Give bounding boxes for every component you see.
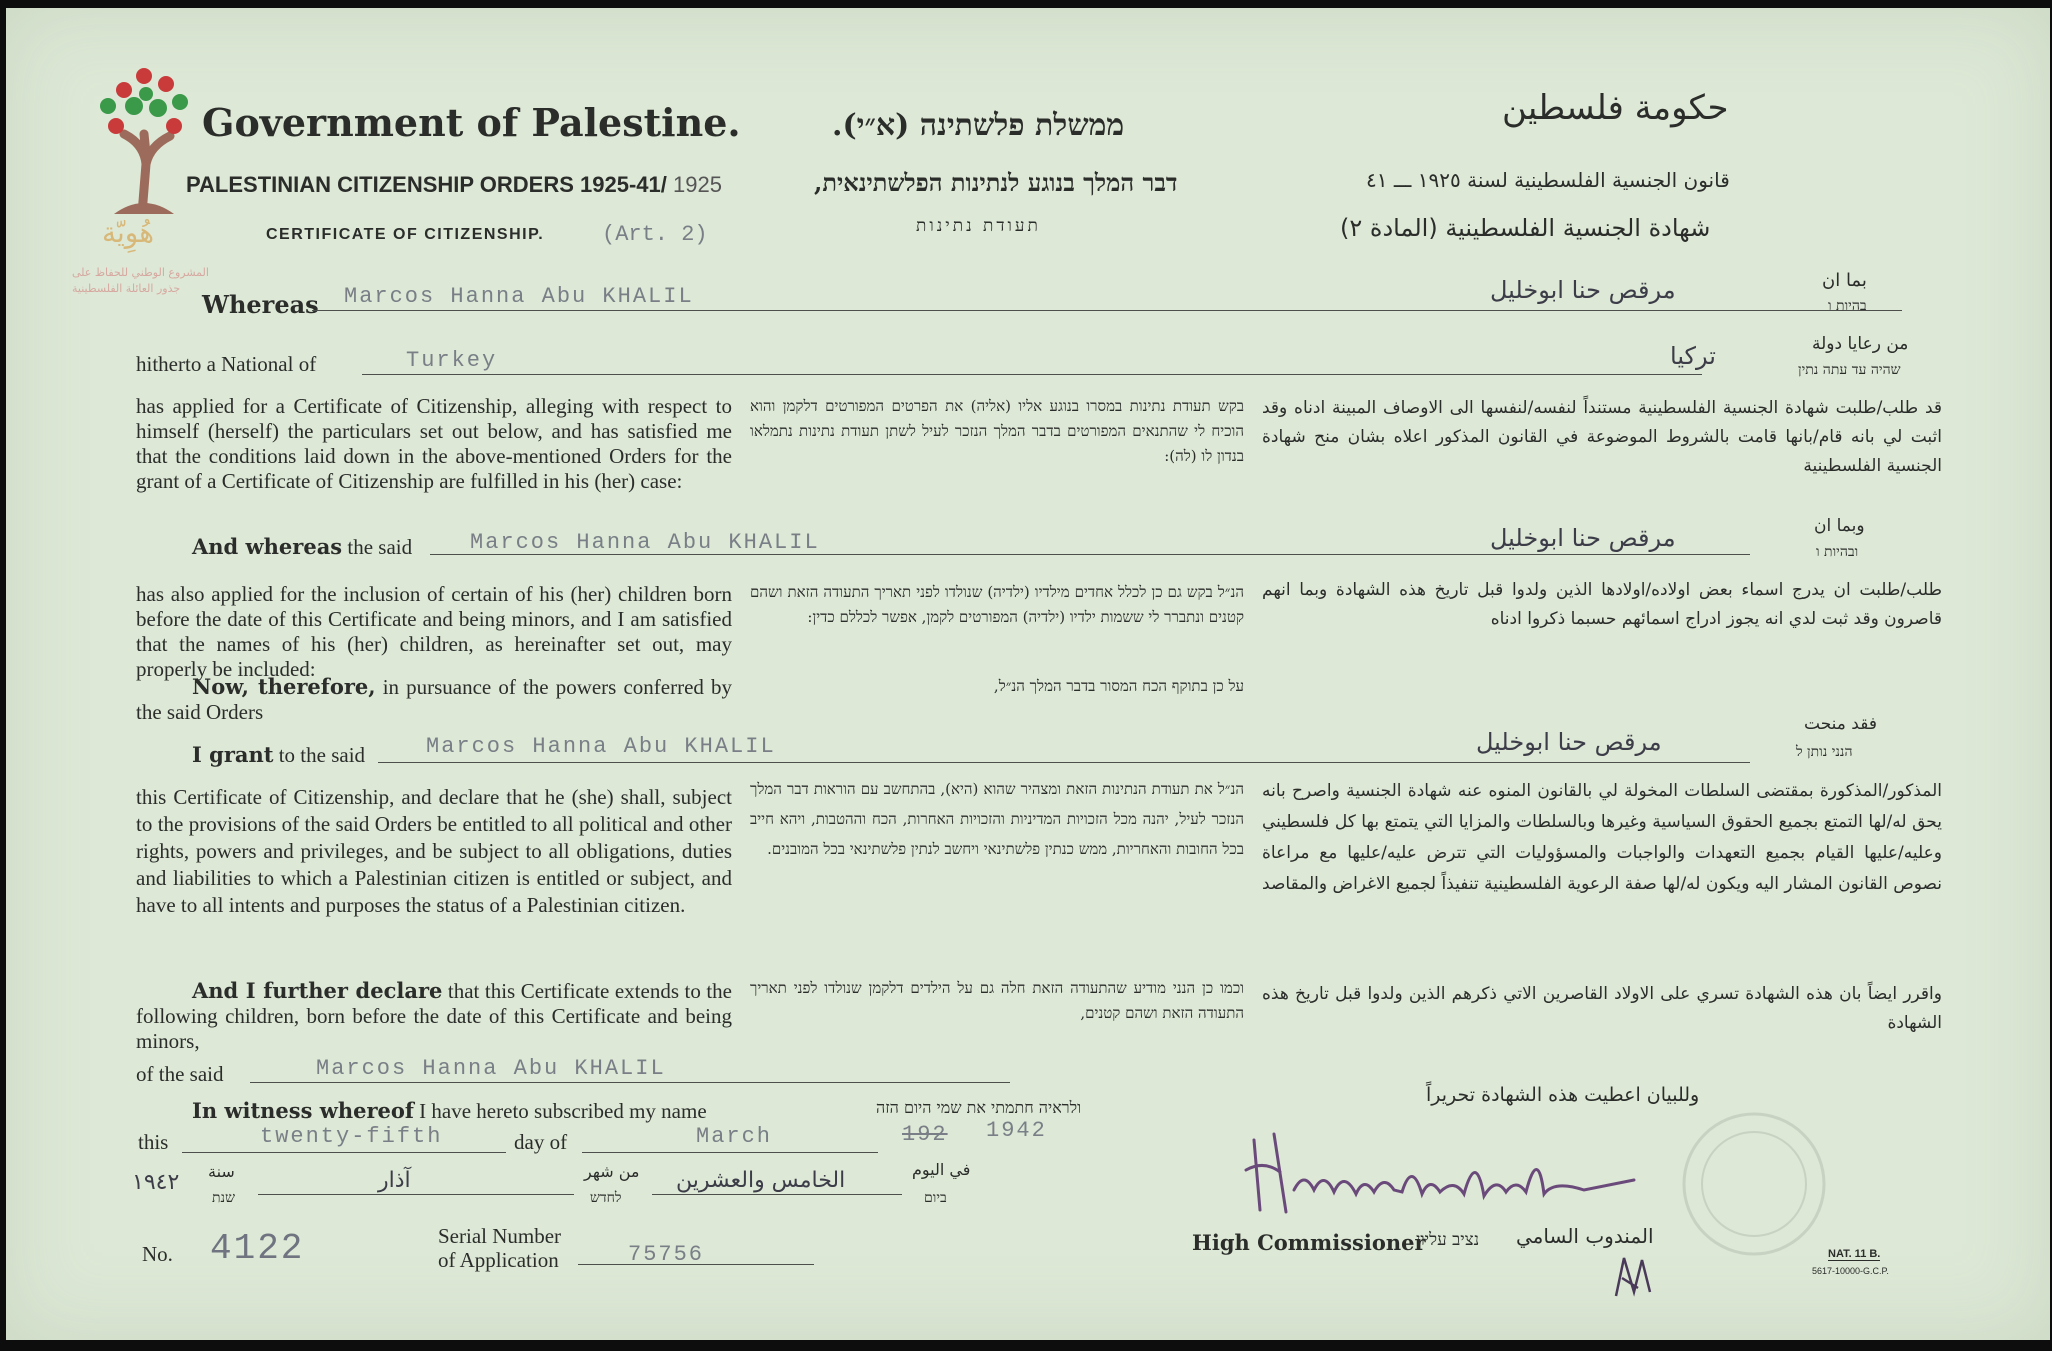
para3-ar: المذكور/المذكورة بمقتضى السلطات المخولة لي بالقانون المنوه عنه شهادة الجنسية واصرح بانه يحق له/لها التمتع بجميع الحقوق السياسية وغيرها وبالسلطات والمزايا التي يتمتع بها كل فلسطيني وعليه/عليها القيام بجميع التعهدات والواجبات والمسؤوليات التي تترض عليه/عليها مع مراعاة نصوص القانون المشار اليه ويكون له/لها صفة الرعوية الفلسطينية تنفيذاً لجميع الاغراض والمقاصد [1262, 781, 1942, 894]
hitherto-label: hitherto a National of [136, 352, 317, 376]
high-commissioner-en: High Commissioner [1192, 1230, 1426, 1255]
form-code: NAT. 11 B. [1828, 1248, 1881, 1260]
whereas-label-ar: بما ان [1822, 270, 1867, 291]
hitherto-label-ar: من رعايا دولة [1812, 334, 1909, 354]
number-value: 4122 [210, 1228, 305, 1269]
of-said-name-typed: Marcos Hanna Abu KHALIL [316, 1056, 666, 1081]
whereas-name-ar: مرقص حنا ابوخليل [1490, 276, 1676, 304]
order-title-he: דבר המלך בנוגע לנתינות הפלשתינאית, [814, 168, 1178, 197]
month-typed: March [696, 1124, 773, 1149]
para2-en: has also applied for the inclusion of certain of his (her) children born before the date of this Certificate and being minors, and I am satisfied that the names of his (her) children, as hereinafter set out, may properly be included: [136, 582, 732, 681]
month-label-ar: من شهر [584, 1162, 640, 1181]
para1-he: בקש תעודת נתינות במסרו בנוגע אליו (אליה) את הפרטים המפורטים דלקמן והוא הוכיח לי שהתנאים המפורטים בדבר המלך הנזכר לעיל לשתן תעודת נתינות נתמלאו בנדון לו (לה): [750, 397, 1244, 465]
para3-en: this Certificate of Citizenship, and declare that he (she) shall, subject to the provisions of the said Orders be entitled to all political and other rights, powers and privileges, and be subject to all obligations, duties and liabilities to which a Palestinian citizen is entitled or subject, and have to all intents and purposes the status of a Palestinian citizen. [136, 785, 732, 917]
whereas-name-typed: Marcos Hanna Abu KHALIL [344, 284, 694, 309]
watermark-line1: المشروع الوطني للحفاظ على [72, 266, 209, 279]
year-prefix-struck: 192 [902, 1122, 948, 1147]
and-whereas-name-typed: Marcos Hanna Abu KHALIL [470, 530, 820, 555]
certificate-paper [6, 8, 2050, 1340]
grant-label-ar: فقد منحت [1804, 714, 1877, 734]
and-whereas-name-ar: مرقص حنا ابوخليل [1490, 524, 1676, 552]
serial-value: 75756 [628, 1242, 705, 1267]
month-line [582, 1152, 878, 1153]
para4-ar: واقرر ايضاً بان هذه الشهادة تسري على الاولاد القاصرين الاتي ذكرهم الذين ولدوا قبل تاريخ هذه الشهادة [1262, 984, 1942, 1033]
signature-icon [1234, 1120, 1654, 1220]
witness-en: In witness whereof I have hereto subscribed my name [192, 1098, 707, 1123]
month-ar: آذار [378, 1168, 411, 1193]
order-title-en: PALESTINIAN CITIZENSHIP ORDERS 1925-41/ 1925 [186, 172, 722, 197]
day-ar: الخامس والعشرين [676, 1168, 846, 1193]
initials-icon [1608, 1248, 1664, 1304]
certificate-title-en: CERTIFICATE OF CITIZENSHIP. [266, 226, 545, 243]
grant-label: I grant to the said [192, 742, 366, 767]
day-of-label: day of [514, 1130, 568, 1154]
of-said-line [250, 1082, 1010, 1083]
year-label-he: שנת [212, 1190, 236, 1206]
government-title-he: ממשלת פלשתינה (א״י). [832, 108, 1125, 143]
day-line [182, 1152, 506, 1153]
day-ar-line [652, 1194, 902, 1195]
high-commissioner-he: נציב עליון [1416, 1230, 1480, 1250]
witness-ar: وللبيان اعطيت هذه الشهادة تحريراً [1426, 1084, 1700, 1106]
date-this-label: this [138, 1130, 169, 1154]
grant-name-ar: مرقص حنا ابوخليل [1476, 728, 1662, 756]
grant-line [378, 762, 1750, 763]
para4-he: וכמו כן הנני מודיע שהתעודה הזאת חלה גם על הילדים דלקמן שנולדו לפני תאריך התעודה הזאת ושהם קטנים, [750, 979, 1244, 1022]
watermark-brand: هُوِيّة [102, 216, 155, 249]
government-title-ar: حكومة فلسطين [1502, 88, 1729, 128]
para2-he2: על כן בתוקף הכח המסור בדבר המלך הנ״ל, [993, 677, 1244, 695]
witness-he: ולראיה חתמתי את שמי היום הזה [876, 1098, 1082, 1117]
year-label-ar: سنة [208, 1162, 235, 1181]
para2-he: הנ״ל בקש גם כן לכלל אחדים מילדיו (ילדיה) שנולדו לפני תאריך התעודה הזאת ושהם קטנים ונתברר לי ששמות ילדיו (ילדיה) המפורטים לקמן, אפשר לכללם כדין: [750, 583, 1244, 626]
day-typed: twenty-fifth [260, 1124, 443, 1149]
day-label-ar: في اليوم [912, 1160, 971, 1179]
para2-ar: طلب/طلبت ان يدرج اسماء بعض اولاده/اولادها الذين ولدوا قبل تاريخ هذه الشهادة وبما انهم قاصرون وقد ثبت لدي انه يجوز ادراج اسمائهم حسبما ذكروا ادناه [1262, 580, 1942, 629]
whereas-label-he: בהיות ו [1828, 298, 1867, 314]
whereas-line [312, 310, 1902, 311]
hitherto-country-ar: تركيا [1670, 342, 1716, 370]
para1-ar: قد طلب/طلبت شهادة الجنسية الفلسطينية مستنداً لنفسه/لنفسها الى الاوصاف المبينة ادناه وقد اثبت لي بانه قام/بانها قامت بالشروط الموضوعة في القانون المذكور اعلاه بشان منح شهادة الجنسية الفلسطينية [1262, 398, 1942, 476]
government-title-en: Government of Palestine. [202, 100, 741, 145]
para4-en: And I further declare that this Certificate extends to the following children, born before the date of this Certificate and being minors, [136, 978, 733, 1053]
whereas-label: Whereas [202, 290, 319, 319]
number-label: No. [142, 1242, 173, 1266]
certificate-article: (Art. 2) [602, 222, 708, 247]
and-whereas-label-he: ובהיות ו [1816, 544, 1859, 560]
certificate-title-he: תעודת נתינות [916, 216, 1041, 236]
month-ar-line [258, 1194, 574, 1195]
form-print: 5617-10000-G.C.P. [1812, 1266, 1889, 1276]
serial-label1: Serial Number [438, 1224, 562, 1248]
month-label-he: לחדש [590, 1190, 622, 1206]
hitherto-label-he: שהיה עד עתה נתין [1798, 362, 1901, 378]
para1-en: has applied for a Certificate of Citizenship, alleging with respect to himself (herself) the particulars set out below, and has satisfied me that the conditions laid down in the above-mentioned Orders for the grant of a Certificate of Citizenship are fulfilled in his (her) case: [136, 394, 732, 493]
para3-he: הנ״ל את תעודת הנתינות הזאת ומצהיר שהוא (היא), בהתחשב עם הוראות דבר המלך הנזכר לעיל, יהנה מכל הזכויות המדיניות והזכויות האחרות, הכח וההטבות, ויהא חייב בכל החובות והאחריות, ממש כנתין פלשתינאי ויחשב לנתין פלשתינאי בכל המובנים. [750, 780, 1244, 858]
now-therefore: Now, therefore, in pursuance of the powers conferred by the said Orders [136, 674, 732, 724]
certificate-title-ar: شهادة الجنسية الفلسطينية (المادة ٢) [1340, 214, 1711, 242]
order-title-ar: قانون الجنسية الفلسطينية لسنة ١٩٢٥ ـــ ٤١ [1366, 168, 1730, 192]
year-typed: 1942 [986, 1118, 1047, 1143]
seal-icon [1674, 1104, 1834, 1264]
hitherto-country-typed: Turkey [406, 348, 498, 373]
high-commissioner-ar: المندوب السامي [1516, 1224, 1654, 1248]
hitherto-line [362, 374, 1702, 375]
and-whereas-label-ar: وبما ان [1814, 516, 1865, 536]
grant-name-typed: Marcos Hanna Abu KHALIL [426, 734, 776, 759]
day-label-he: ביום [924, 1190, 947, 1206]
and-whereas-label: And whereas the said [192, 534, 413, 559]
year-ar: ١٩٤٢ [132, 1170, 180, 1195]
grant-label-he: הנני נותן ל [1796, 744, 1853, 760]
serial-label2: of Application [438, 1248, 559, 1272]
watermark-line2: جذور العائلة الفلسطينية [72, 282, 181, 295]
of-said-label: of the said [136, 1062, 224, 1086]
